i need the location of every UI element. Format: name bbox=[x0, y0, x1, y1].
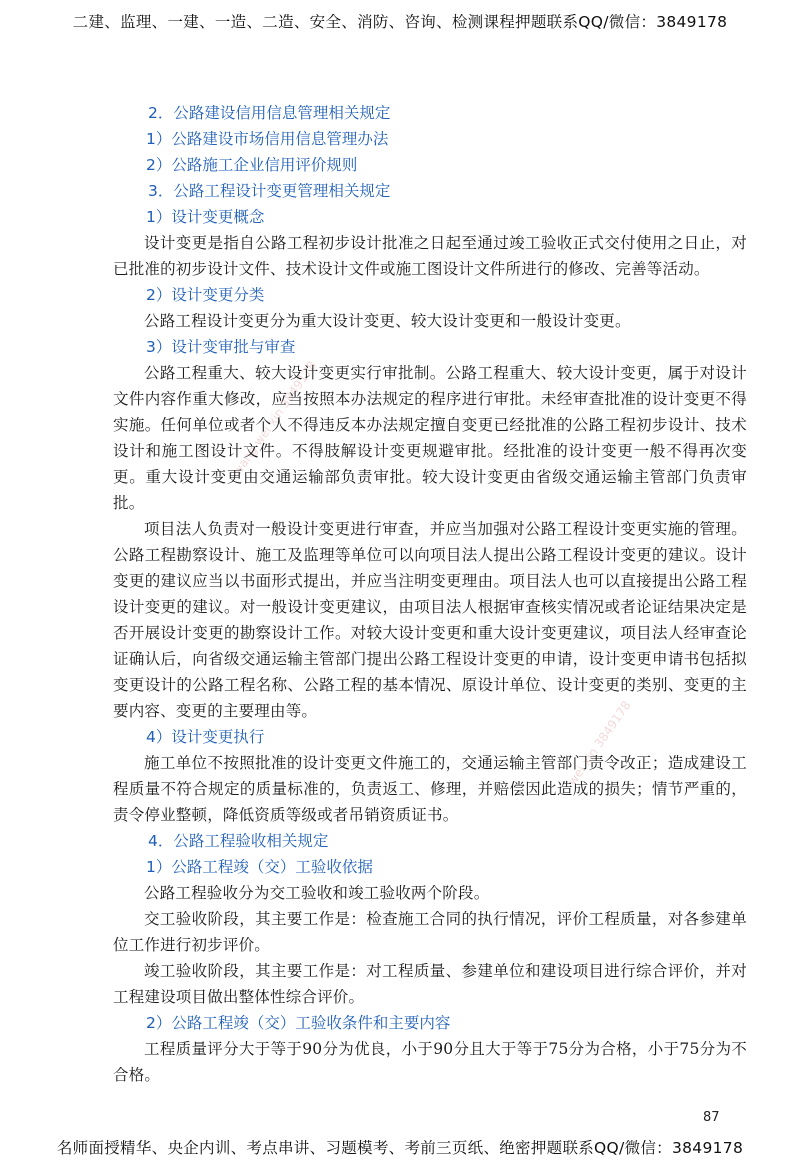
paragraph: 交工验收阶段，其主要工作是：检查施工合同的执行情况，评价工程质量，对各参建单位工作进行初步评价。 bbox=[113, 910, 747, 954]
subheading: 1）公路工程竣（交）工验收依据 bbox=[146, 858, 373, 876]
subheading: 1）公路建设市场信用信息管理办法 bbox=[146, 130, 389, 148]
paragraph: 项目法人负责对一般设计变更进行审查，并应当加强对公路工程设计变更实施的管理。公路工程勘察设计、施工及监理等单位可以向项目法人提出公路工程设计变更的建议。设计变更的建议应当以书面形式提出，并应当注明变更理由。项目法人也可以直接提出公路工程设计变更的建议。对一般设计变更建议，由项目法人根据审查核实情况或者论证结果决定是否开展设计变更的勘察设计工作。对较大设计变更和重大设计变更建议，项目法人经审查论证确认后，向省级交通运输主管部门提出公路工程设计变更的申请，设计变更申请书包括拟变更设计的公路工程名称、公路工程的基本情况、原设计单位、设计变更的类别、变更的主要内容、变更的主要理由等。 bbox=[113, 520, 747, 720]
watermark-text: wei xin 3849178 bbox=[565, 698, 634, 789]
paragraph: 施工单位不按照批准的设计变更文件施工的，交通运输主管部门责令改正；造成建设工程质量不符合规定的质量标准的，负责返工、修理，并赔偿因此造成的损失；情节严重的，责令停业整顿，降低资质等级或者吊销资质证书。 bbox=[113, 754, 747, 824]
subheading: 4）设计变更执行 bbox=[146, 728, 265, 746]
section-heading-4: 4．公路工程验收相关规定 bbox=[148, 832, 329, 850]
subheading: 2）公路施工企业信用评价规则 bbox=[146, 156, 358, 174]
section-heading-2: 2．公路建设信用信息管理相关规定 bbox=[148, 104, 391, 122]
paragraph: 公路工程设计变更分为重大设计变更、较大设计变更和一般设计变更。 bbox=[144, 312, 631, 330]
document-body bbox=[113, 100, 747, 1088]
watermark-text: wang wei xin 3849178 bbox=[230, 358, 320, 479]
top-banner: 二建、监理、一建、一造、二造、安全、消防、咨询、检测课程押题联系QQ/微信：3849178 bbox=[72, 13, 728, 31]
paragraph: 公路工程验收分为交工验收和竣工验收两个阶段。 bbox=[144, 884, 490, 902]
paragraph: 公路工程重大、较大设计变更实行审批制。公路工程重大、较大设计变更，属于对设计文件内容作重大修改，应当按照本办法规定的程序进行审批。未经审查批准的设计变更不得实施。任何单位或者个人不得违反本办法规定擅自变更已经批准的公路工程初步设计、技术设计和施工图设计文件。不得肢解设计变更规避审批。经批准的设计变更一般不得再次变更。重大设计变更由交通运输部负责审批。较大设计变更由省级交通运输主管部门负责审批。 bbox=[113, 364, 747, 512]
subheading: 1）设计变更概念 bbox=[146, 208, 265, 226]
paragraph: 设计变更是指自公路工程初步设计批准之日起至通过竣工验收正式交付使用之日止，对已批准的初步设计文件、技术设计文件或施工图设计文件所进行的修改、完善等活动。 bbox=[113, 234, 747, 278]
subheading: 2）公路工程竣（交）工验收条件和主要内容 bbox=[146, 1014, 451, 1032]
paragraph: 工程质量评分大于等于90分为优良，小于90分且大于等于75分为合格，小于75分为不合格。 bbox=[113, 1040, 747, 1084]
bottom-banner: 名师面授精华、央企内训、考点串讲、习题模考、考前三页纸、绝密押题联系QQ/微信：3849178 bbox=[56, 1139, 744, 1157]
paragraph: 竣工验收阶段，其主要工作是：对工程质量、参建单位和建设项目进行综合评价，并对工程建设项目做出整体性综合评价。 bbox=[113, 962, 747, 1006]
page-number: 87 bbox=[703, 1110, 720, 1125]
subheading: 2）设计变更分类 bbox=[146, 286, 265, 304]
subheading: 3）设计变审批与审查 bbox=[146, 338, 296, 356]
section-heading-3: 3．公路工程设计变更管理相关规定 bbox=[148, 182, 391, 200]
